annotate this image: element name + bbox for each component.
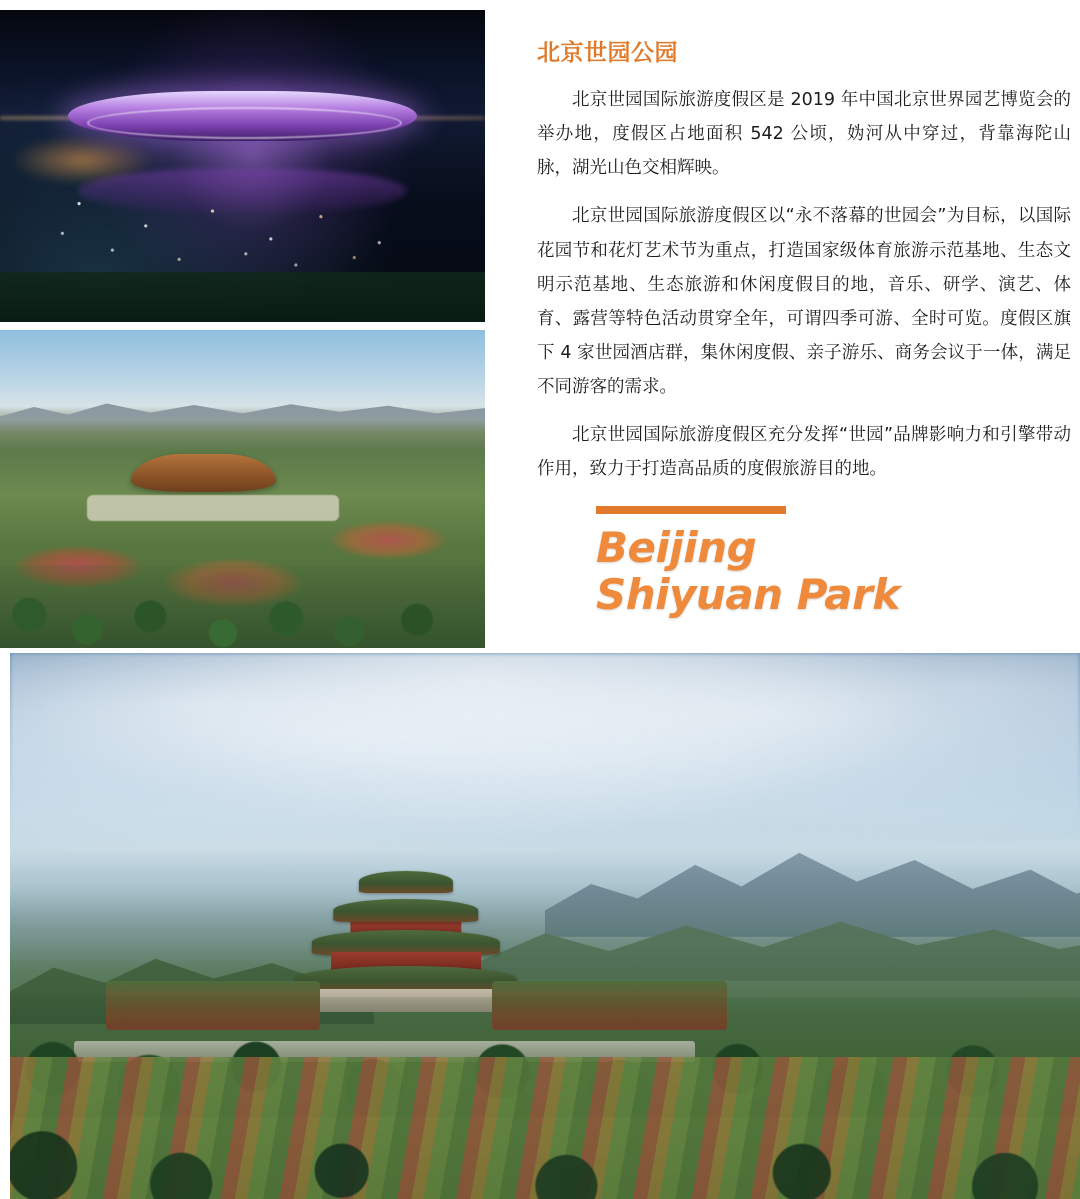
central-plaza [87, 495, 339, 520]
page-title: 北京世园公园 [537, 40, 678, 66]
light-points-overlay [29, 185, 446, 279]
article-paragraph-1: 北京世园国际旅游度假区是 2019 年中国北京世界园艺博览会的举办地，度假区占地面积 542 公顷，妫河从中穿过，背靠海陀山脉，湖光山色交相辉映。 [537, 90, 1071, 179]
foreground-trees [10, 1090, 1080, 1199]
foreground-lawn [0, 272, 485, 322]
night-pavilion-photo [0, 10, 485, 322]
english-heading-line-1: Beijing [596, 523, 757, 572]
pavilion-roof-tier-2 [333, 899, 479, 922]
flower-bed-right [330, 521, 446, 559]
english-heading-line-2: Shiyuan Park [596, 570, 900, 620]
accent-rule [596, 506, 786, 514]
pavilion-roof-tier-1 [359, 871, 453, 892]
foreground-tree-row [0, 565, 485, 648]
cloud-layer [10, 653, 1080, 882]
canopy-highlight-ring [87, 107, 401, 139]
temple-landscape-photo [10, 653, 1080, 1199]
article-text-column [537, 34, 1071, 500]
article-paragraph-2: 北京世园国际旅游度假区以“永不落幕的世园会”为目标，以国际花园节和花灯艺术节为重点，打造国家级体育旅游示范基地、生态文明示范基地、生态旅游和休闲度假目的地，音乐、研学、演艺、体育、露营等特色活动贯穿全年，可谓四季可游、全时可览。度假区旗下 4 家世园酒店群，集休闲度假、亲子游乐、商务会议于一体，满足不同游客的需求。 [537, 206, 1071, 397]
distant-mountains [0, 394, 485, 432]
aerial-park-photo [0, 330, 485, 648]
english-heading-block [596, 506, 1076, 618]
english-heading [596, 524, 1076, 618]
article-paragraph-3: 北京世园国际旅游度假区充分发挥“世园”品牌影响力和引擎带动作用，致力于打造高品质的度假旅游目的地。 [537, 425, 1071, 480]
china-pavilion-roof [131, 454, 277, 492]
